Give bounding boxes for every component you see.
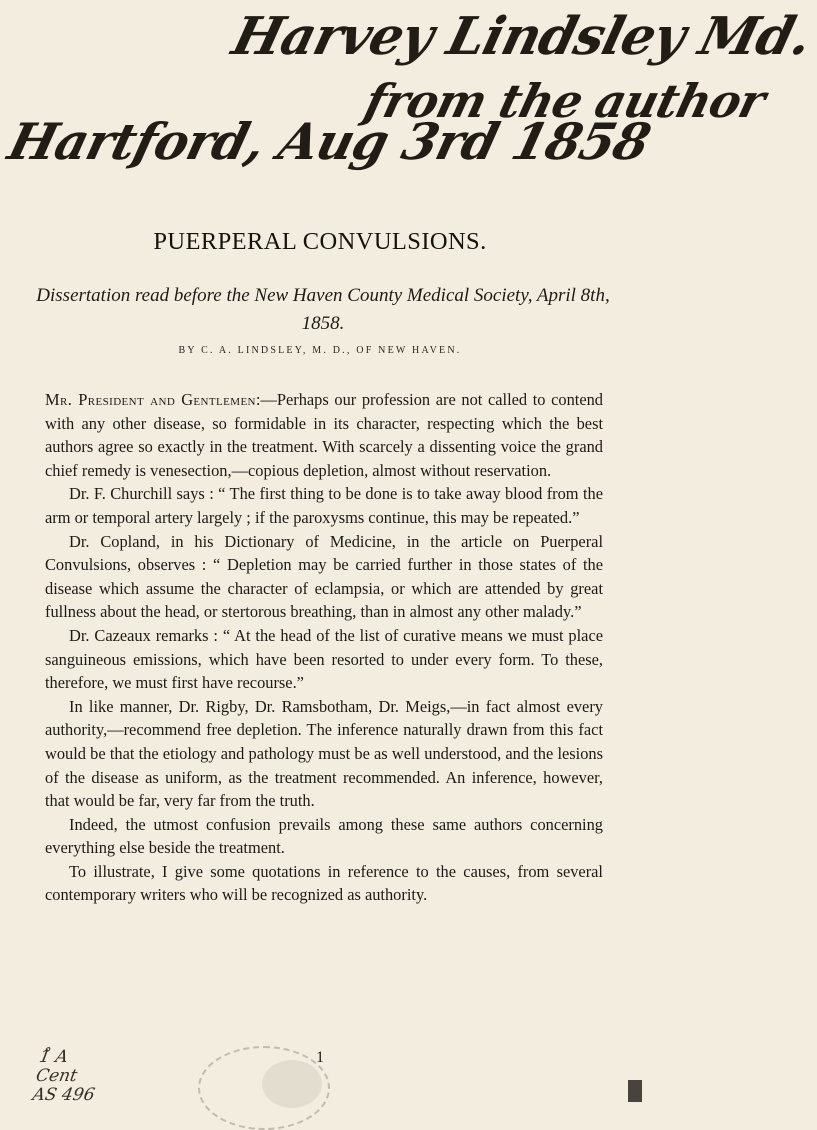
- shelf-mark-line: AS 496: [30, 1085, 97, 1105]
- paragraph-5: In like manner, Dr. Rigby, Dr. Ramsbotham, Dr. Meigs,—in fact almost every authority,—recommend free depletion. The inference naturally drawn from this fact would be that the etiology and pathology must be as well understood, and the lesions of the disease as uniform, as the treatment recommended. An inference, however, that would be far, very far from the truth.: [45, 696, 603, 811]
- body-text: [45, 388, 603, 907]
- document-subtitle: Dissertation read before the New Haven County Medical Society, April 8th, 1858.: [36, 285, 610, 334]
- library-stamp-smudge: [262, 1060, 322, 1108]
- inscription-line-3: Hartford, Aug 3rd 1858: [2, 112, 656, 171]
- document-title: PUERPERAL CONVULSIONS.: [153, 228, 487, 255]
- paragraph-1: [45, 388, 603, 482]
- inscription-line-2: from the author: [359, 74, 770, 128]
- paragraph-3: Dr. Copland, in his Dictionary of Medicine, in the article on Puerperal Convulsions, observes : “ Depletion may be carried further in those states of the disease which assume the character of eclampsia, or which are attended by great fullness about the head, or stertorous breathing, than in almost any other malady.”: [45, 531, 603, 622]
- paragraph-text: :—Perhaps our profession are not called to contend with any other disease, so formidable in its character, respecting which the best authors agree so exactly in the treatment. With scarcely a dissenting voice the grand chief remedy is venesection,—copious depletion, almost without reservation.: [45, 390, 603, 480]
- salutation: Mr. President and Gentlemen: [45, 390, 256, 409]
- inscription-line-1: Harvey Lindsley Md.: [226, 6, 817, 67]
- handwritten-inscription: [0, 0, 817, 215]
- author-byline: BY C. A. LINDSLEY, M. D., OF NEW HAVEN.: [178, 345, 462, 356]
- paragraph-2: Dr. F. Churchill says : “ The first thing to be done is to take away blood from the arm or temporal artery largely ; if the paroxysms continue, this may be repeated.”: [45, 484, 603, 527]
- paragraph-4: Dr. Cazeaux remarks : “ At the head of the list of curative means we must place sanguineous emissions, which have been resorted to under every form. To these, therefore, we must first have recourse.”: [45, 625, 603, 693]
- paragraph-7: To illustrate, I give some quotations in reference to the causes, from several contemporary writers who will be recognized as authority.: [45, 861, 603, 905]
- shelf-mark-line: Cent: [34, 1066, 79, 1086]
- page-number: 1: [316, 1049, 324, 1066]
- page-edge-mark: [628, 1080, 642, 1102]
- paragraph-6: Indeed, the utmost confusion prevails among these same authors concerning everything else beside the treatment.: [45, 814, 603, 858]
- shelf-mark-line: 1̊ A: [37, 1047, 70, 1067]
